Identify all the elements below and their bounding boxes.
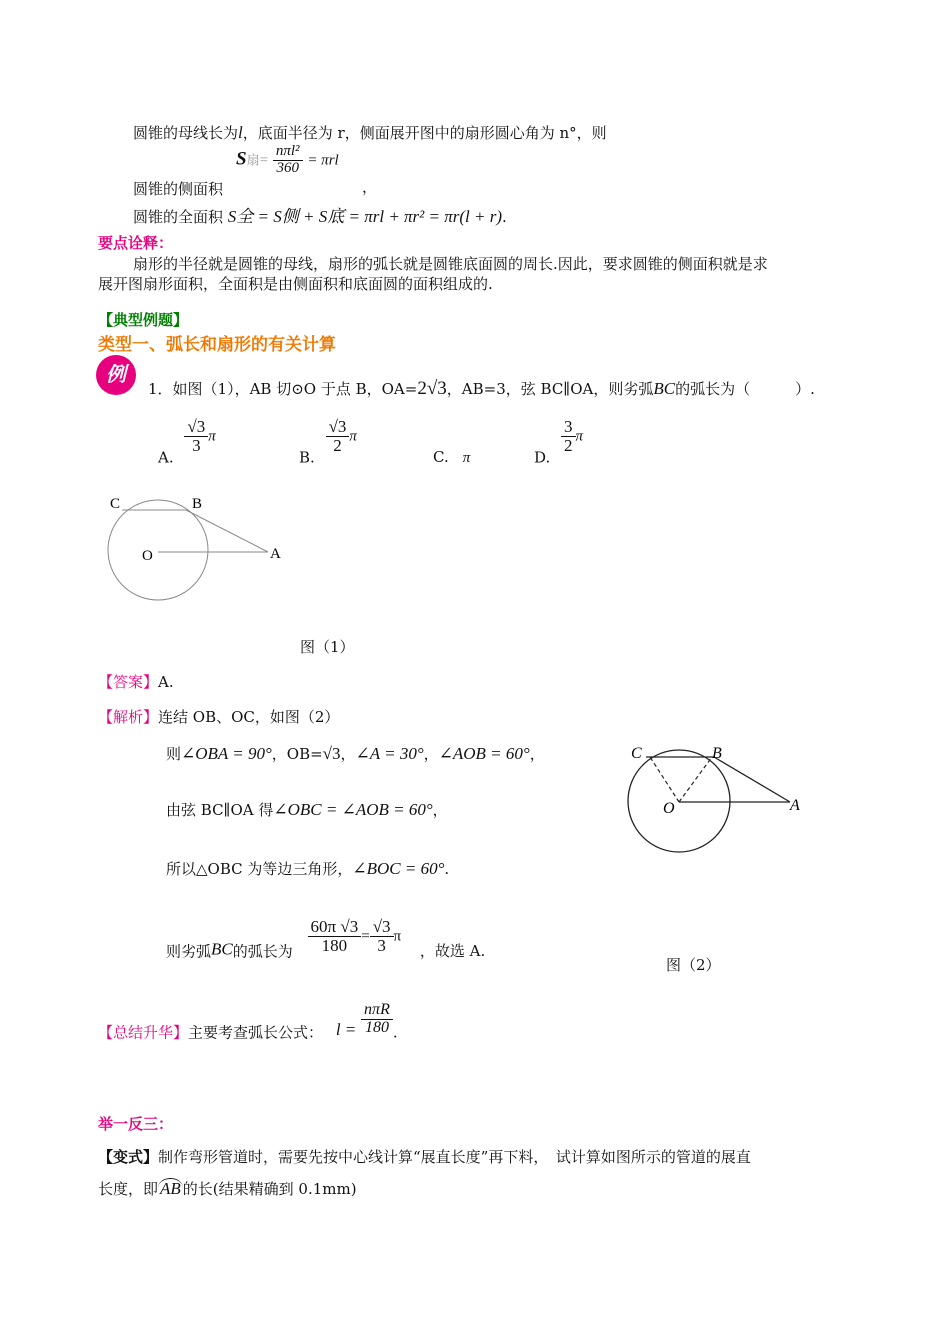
lateral-area-end: ， <box>362 178 378 196</box>
figure1-label-o: O <box>142 548 153 564</box>
question-text: 1．如图（1），AB 切⊙O 于点 B，OA=2√3，AB=3，弦 BC∥OA，则劣弧BC的弧长为（ ）. <box>148 378 815 399</box>
figure1-tangent-ba <box>186 510 268 552</box>
example-badge: 例 <box>96 355 136 395</box>
practice-title: 举一反三： <box>98 1115 174 1133</box>
variant-line-2: 长度，即 AB 的长(结果精确到 0.1mm) <box>98 1179 357 1198</box>
answer-line: 【答案】A. <box>98 673 174 691</box>
figure-1 <box>100 488 300 608</box>
option-d[interactable]: D. $\frac{3}{2}$ π <box>534 417 584 467</box>
figure-2 <box>620 735 820 860</box>
option-b[interactable]: B. $\frac{√3}{2}$ π <box>299 417 357 467</box>
figure2-label-o: O <box>663 800 675 817</box>
analysis-step-2: 由弦 BC∥OA 得∠OBC = ∠AOB = 60°， <box>166 800 448 819</box>
figure2-label-a: A <box>790 797 800 814</box>
figure1-label-a: A <box>270 546 281 562</box>
examples-title: 【典型例题】 <box>98 311 189 329</box>
figure2-caption: 图（2） <box>666 956 721 974</box>
option-c[interactable]: C. π <box>433 448 471 466</box>
type1-title: 类型一、弧长和扇形的有关计算 <box>98 335 336 355</box>
analysis-step-3: 所以△OBC 为等边三角形，∠BOC = 60°. <box>166 859 450 878</box>
key-points-text-2: 展开图扇形面积，全面积是由侧面积和底面圆的面积组成的. <box>98 275 493 293</box>
lateral-area-label: 圆锥的侧面积 <box>133 180 224 198</box>
figure1-label-c: C <box>110 496 121 512</box>
lateral-area-formula: S扇= $\frac{\text{nπl²}}{360}$ = πrl <box>236 143 339 176</box>
total-area-line: 圆锥的全面积 S全 = S侧 + S底 = πrl + πr² = πr(l + r). <box>133 207 507 226</box>
key-points-title: 要点诠释： <box>98 234 174 252</box>
analysis-line: 【解析】连结 OB、OC，如图（2） <box>98 708 340 726</box>
intro-line1: 圆锥的母线长为l，底面半径为 r，侧面展开图中的扇形圆心角为 n°，则 <box>133 123 607 142</box>
figure2-label-b: B <box>712 745 722 762</box>
figure1-label-b: B <box>192 496 203 512</box>
variant-line-1: 【变式】制作弯形管道时，需要先按中心线计算“展直长度”再下料， 试计算如图所示的管道的展直 <box>98 1148 751 1166</box>
figure1-circle <box>108 500 208 600</box>
option-a[interactable]: A. $\frac{√3}{3}$ π <box>158 417 216 467</box>
analysis-step-1: 则∠OBA = 90°，OB=√3，∠A = 30°，∠AOB = 60°， <box>166 744 545 763</box>
key-points-text-1: 扇形的半径就是圆锥的母线，扇形的弧长就是圆锥底面圆的周长.因此，要求圆锥的侧面积就是求 <box>133 255 768 273</box>
analysis-step-4: 则劣弧BC的弧长为 $\frac{60\pi √3}{180}$ = $\frac{√3}{3}$ π ，故选 A. <box>166 917 486 961</box>
figure2-dash-oc <box>650 757 679 802</box>
summary-line: 【总结升华】主要考查弧长公式： l = $\frac{\text{nπR}}{180}$ . <box>98 1001 398 1042</box>
figure1-caption: 图（1） <box>300 638 355 656</box>
figure2-label-c: C <box>631 745 642 762</box>
figure2-dash-ob <box>679 757 712 802</box>
